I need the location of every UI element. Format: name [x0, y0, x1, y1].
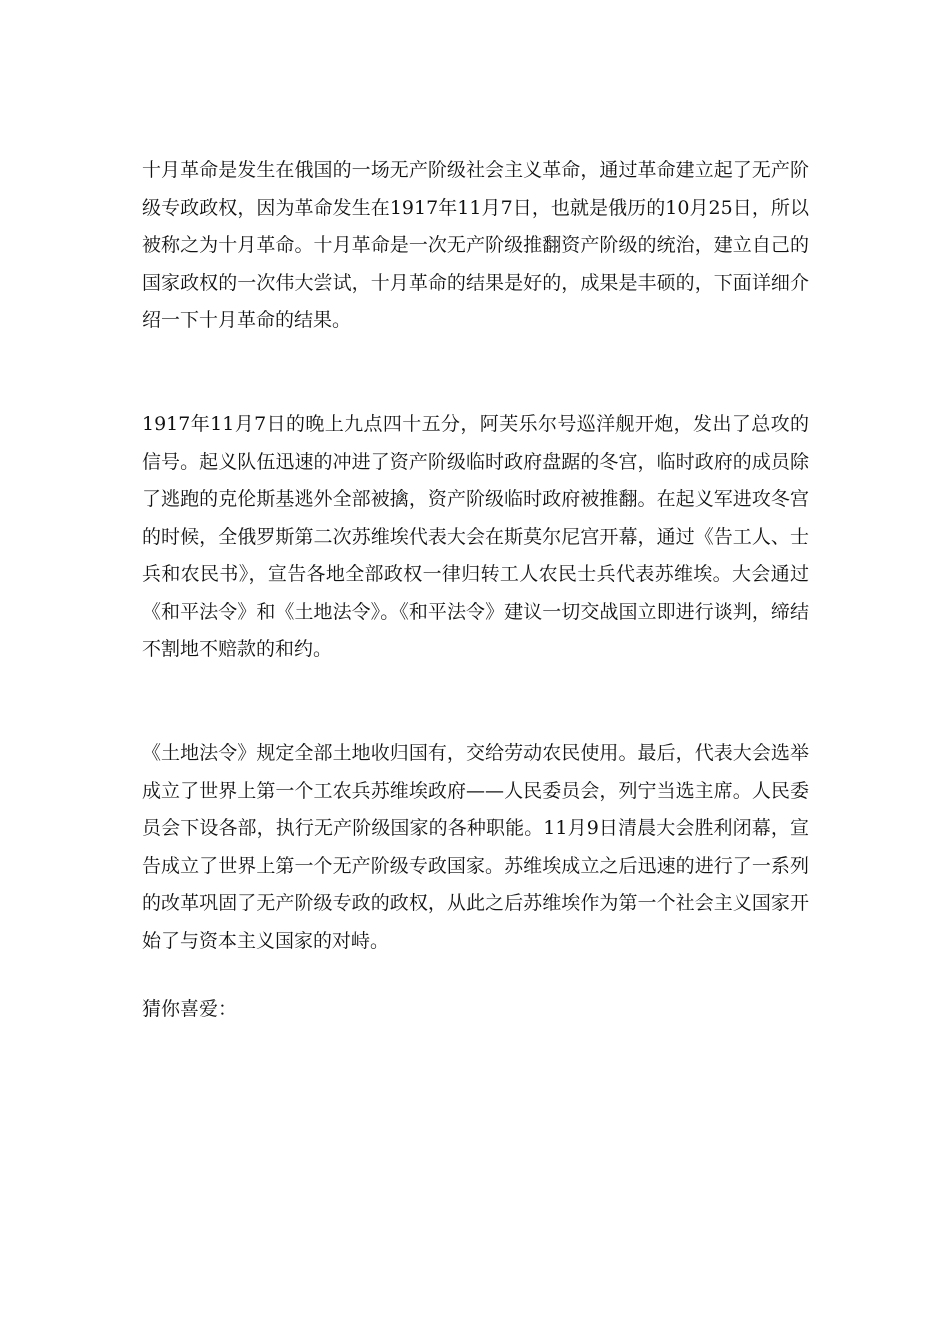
paragraph-land-decree: 《土地法令》规定全部土地收归国有，交给劳动农民使用。最后，代表大会选举成立了世界上第一个工农兵苏维埃政府——人民委员会，列宁当选主席。人民委员会下设各部，执行无产阶级国家的各种职能。11月9日清晨大会胜利闭幕，宣告成立了世界上第一个无产阶级专政国家。苏维埃成立之后迅速的进行了一系列的改革巩固了无产阶级专政的政权，从此之后苏维埃作为第一个社会主义国家开始了与资本主义国家的对峙。	[142, 742, 809, 952]
paragraph-winter-palace: 1917年11月7日的晚上九点四十五分，阿芙乐尔号巡洋舰开炮，发出了总攻的信号。起义队伍迅速的冲进了资产阶级临时政府盘踞的冬宫，临时政府的成员除了逃跑的克伦斯基逃外全部被擒，资产阶级临时政府被推翻。在起义军进攻冬宫的时候，全俄罗斯第二次苏维埃代表大会在斯莫尔尼宫开幕，通过《告工人、士兵和农民书》，宣告各地全部政权一律归转工人农民士兵代表苏维埃。大会通过《和平法令》和《土地法令》。《和平法令》建议一切交战国立即进行谈判，缔结不割地不赔款的和约。	[142, 413, 809, 660]
paragraph-revolution-intro: 十月革命是发生在俄国的一场无产阶级社会主义革命，通过革命建立起了无产阶级专政政权，因为革命发生在1917年11月7日，也就是俄历的10月25日，所以被称之为十月革命。十月革命是一次无产阶级推翻资产阶级的统治，建立自己的国家政权的一次伟大尝试，十月革命的结果是好的，成果是丰硕的，下面详细介绍一下十月革命的结果。	[142, 159, 809, 331]
closing-line: 猜你喜爱：	[142, 998, 238, 1020]
